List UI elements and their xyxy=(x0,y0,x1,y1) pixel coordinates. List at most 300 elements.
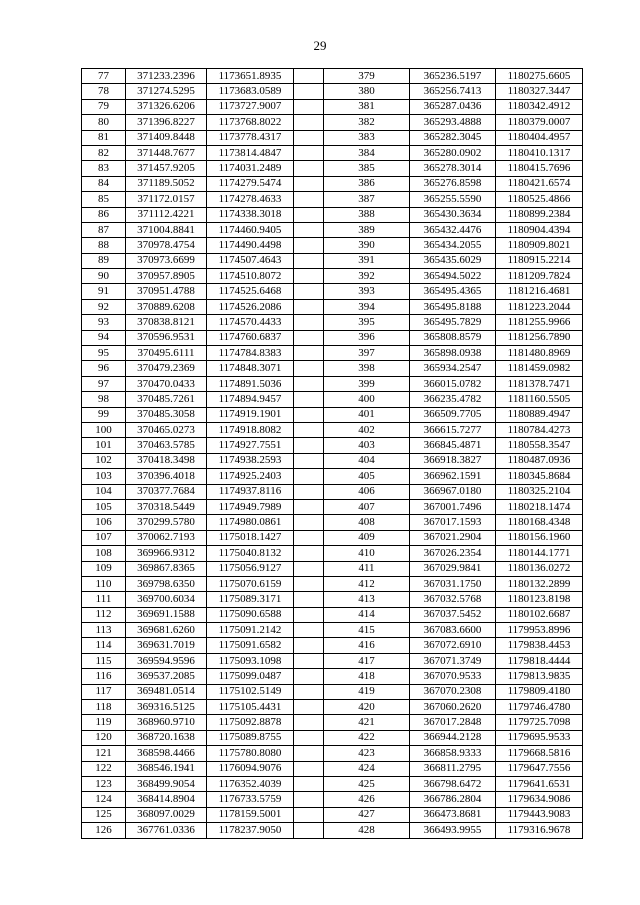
table-cell-y-coordinate: 1175780.8080 xyxy=(207,746,294,761)
table-cell-x-coordinate: 370957.8905 xyxy=(126,269,207,284)
table-cell-point-number: 387 xyxy=(324,192,410,207)
table-cell-blank-cell xyxy=(294,176,324,191)
table-cell-point-number: 426 xyxy=(324,792,410,807)
table-cell-point-number: 107 xyxy=(82,530,126,545)
table-cell-point-number: 114 xyxy=(82,638,126,653)
table-cell-x-coordinate: 369594.9596 xyxy=(126,653,207,668)
table-cell-point-number: 414 xyxy=(324,607,410,622)
table-cell-x-coordinate: 367031.1750 xyxy=(410,576,496,591)
table-cell-blank-cell xyxy=(294,576,324,591)
table-cell-x-coordinate: 371409.8448 xyxy=(126,130,207,145)
table-cell-blank-cell xyxy=(294,792,324,807)
table-row xyxy=(82,776,583,791)
table-cell-y-coordinate: 1175070.6159 xyxy=(207,576,294,591)
table-cell-y-coordinate: 1180342.4912 xyxy=(496,99,583,114)
table-cell-x-coordinate: 365495.7829 xyxy=(410,315,496,330)
table-row xyxy=(82,392,583,407)
table-row xyxy=(82,115,583,130)
table-cell-y-coordinate: 1181480.8969 xyxy=(496,346,583,361)
table-cell-x-coordinate: 367029.9841 xyxy=(410,561,496,576)
table-cell-blank-cell xyxy=(294,515,324,530)
table-cell-y-coordinate: 1180889.4947 xyxy=(496,407,583,422)
table-cell-point-number: 95 xyxy=(82,346,126,361)
table-cell-y-coordinate: 1180327.3447 xyxy=(496,84,583,99)
table-cell-y-coordinate: 1180168.4348 xyxy=(496,515,583,530)
table-cell-y-coordinate: 1175092.8878 xyxy=(207,715,294,730)
table-cell-y-coordinate: 1179838.4453 xyxy=(496,638,583,653)
table-cell-point-number: 380 xyxy=(324,84,410,99)
table-cell-point-number: 121 xyxy=(82,746,126,761)
table-cell-point-number: 416 xyxy=(324,638,410,653)
table-cell-blank-cell xyxy=(294,269,324,284)
table-cell-blank-cell xyxy=(294,499,324,514)
table-cell-y-coordinate: 1180102.6687 xyxy=(496,607,583,622)
table-cell-y-coordinate: 1175105.4431 xyxy=(207,700,294,715)
table-cell-point-number: 112 xyxy=(82,607,126,622)
table-row xyxy=(82,653,583,668)
table-cell-point-number: 427 xyxy=(324,807,410,822)
table-cell-blank-cell xyxy=(294,823,324,838)
table-cell-y-coordinate: 1181223.2044 xyxy=(496,299,583,314)
table-cell-point-number: 98 xyxy=(82,392,126,407)
table-cell-y-coordinate: 1181209.7824 xyxy=(496,269,583,284)
table-cell-y-coordinate: 1174338.3018 xyxy=(207,207,294,222)
table-cell-blank-cell xyxy=(294,623,324,638)
table-cell-x-coordinate: 370978.4754 xyxy=(126,238,207,253)
table-cell-y-coordinate: 1181160.5505 xyxy=(496,392,583,407)
table-cell-y-coordinate: 1174918.8082 xyxy=(207,422,294,437)
table-cell-x-coordinate: 365430.3634 xyxy=(410,207,496,222)
table-cell-point-number: 103 xyxy=(82,469,126,484)
table-cell-x-coordinate: 368720.1638 xyxy=(126,730,207,745)
table-row xyxy=(82,284,583,299)
table-row xyxy=(82,361,583,376)
table-cell-x-coordinate: 371396.8227 xyxy=(126,115,207,130)
table-cell-y-coordinate: 1174937.8116 xyxy=(207,484,294,499)
table-cell-blank-cell xyxy=(294,376,324,391)
table-cell-y-coordinate: 1174526.2086 xyxy=(207,299,294,314)
table-cell-y-coordinate: 1179316.9678 xyxy=(496,823,583,838)
table-cell-point-number: 393 xyxy=(324,284,410,299)
table-cell-x-coordinate: 369798.6350 xyxy=(126,576,207,591)
table-cell-point-number: 99 xyxy=(82,407,126,422)
table-cell-x-coordinate: 367021.2904 xyxy=(410,530,496,545)
table-cell-blank-cell xyxy=(294,484,324,499)
table-cell-point-number: 118 xyxy=(82,700,126,715)
table-cell-y-coordinate: 1173651.8935 xyxy=(207,69,294,84)
table-cell-y-coordinate: 1179668.5816 xyxy=(496,746,583,761)
table-row xyxy=(82,484,583,499)
table-cell-x-coordinate: 371326.6206 xyxy=(126,99,207,114)
table-cell-point-number: 415 xyxy=(324,623,410,638)
table-row xyxy=(82,84,583,99)
table-cell-x-coordinate: 365495.8188 xyxy=(410,299,496,314)
table-row xyxy=(82,730,583,745)
table-cell-y-coordinate: 1174919.1901 xyxy=(207,407,294,422)
table-cell-point-number: 87 xyxy=(82,222,126,237)
table-cell-y-coordinate: 1181216.4681 xyxy=(496,284,583,299)
table-cell-y-coordinate: 1181256.7890 xyxy=(496,330,583,345)
table-cell-y-coordinate: 1174949.7989 xyxy=(207,499,294,514)
table-cell-point-number: 390 xyxy=(324,238,410,253)
table-row xyxy=(82,700,583,715)
table-cell-y-coordinate: 1175090.6588 xyxy=(207,607,294,622)
table-cell-x-coordinate: 366858.9333 xyxy=(410,746,496,761)
table-cell-y-coordinate: 1176733.5759 xyxy=(207,792,294,807)
table-cell-x-coordinate: 365276.8598 xyxy=(410,176,496,191)
table-cell-point-number: 403 xyxy=(324,438,410,453)
table-cell-x-coordinate: 365808.8579 xyxy=(410,330,496,345)
table-cell-y-coordinate: 1180415.7696 xyxy=(496,161,583,176)
table-cell-x-coordinate: 366493.9955 xyxy=(410,823,496,838)
table-cell-point-number: 405 xyxy=(324,469,410,484)
table-cell-y-coordinate: 1180379.0007 xyxy=(496,115,583,130)
table-cell-point-number: 83 xyxy=(82,161,126,176)
table-cell-point-number: 101 xyxy=(82,438,126,453)
table-cell-y-coordinate: 1180909.8021 xyxy=(496,238,583,253)
table-cell-blank-cell xyxy=(294,422,324,437)
table-cell-x-coordinate: 371189.5052 xyxy=(126,176,207,191)
table-cell-blank-cell xyxy=(294,392,324,407)
table-cell-x-coordinate: 365494.5022 xyxy=(410,269,496,284)
table-cell-point-number: 391 xyxy=(324,253,410,268)
table-row xyxy=(82,315,583,330)
table-cell-point-number: 410 xyxy=(324,546,410,561)
table-cell-point-number: 84 xyxy=(82,176,126,191)
table-cell-y-coordinate: 1174784.8383 xyxy=(207,346,294,361)
table-row xyxy=(82,546,583,561)
table-cell-y-coordinate: 1180404.4957 xyxy=(496,130,583,145)
table-row xyxy=(82,207,583,222)
table-cell-y-coordinate: 1180558.3547 xyxy=(496,438,583,453)
table-row xyxy=(82,99,583,114)
page-number: 29 xyxy=(313,38,327,53)
table-cell-y-coordinate: 1180123.8198 xyxy=(496,592,583,607)
table-cell-x-coordinate: 370465.0273 xyxy=(126,422,207,437)
table-cell-y-coordinate: 1180525.4866 xyxy=(496,192,583,207)
table-cell-y-coordinate: 1180144.1771 xyxy=(496,546,583,561)
table-row xyxy=(82,592,583,607)
table-row xyxy=(82,684,583,699)
table-cell-point-number: 126 xyxy=(82,823,126,838)
table-cell-x-coordinate: 370889.6208 xyxy=(126,299,207,314)
table-cell-x-coordinate: 370838.8121 xyxy=(126,315,207,330)
table-cell-x-coordinate: 371172.0157 xyxy=(126,192,207,207)
table-cell-y-coordinate: 1176352.4039 xyxy=(207,776,294,791)
table-row xyxy=(82,176,583,191)
table-cell-blank-cell xyxy=(294,84,324,99)
table-row xyxy=(82,238,583,253)
table-cell-point-number: 420 xyxy=(324,700,410,715)
table-cell-point-number: 392 xyxy=(324,269,410,284)
table-cell-point-number: 124 xyxy=(82,792,126,807)
table-cell-y-coordinate: 1180410.1317 xyxy=(496,145,583,160)
table-cell-point-number: 81 xyxy=(82,130,126,145)
table-row xyxy=(82,469,583,484)
table-cell-x-coordinate: 370485.3058 xyxy=(126,407,207,422)
table-cell-blank-cell xyxy=(294,761,324,776)
table-cell-point-number: 115 xyxy=(82,653,126,668)
table-cell-point-number: 89 xyxy=(82,253,126,268)
table-row xyxy=(82,330,583,345)
table-cell-point-number: 119 xyxy=(82,715,126,730)
table-cell-y-coordinate: 1175091.2142 xyxy=(207,623,294,638)
table-cell-point-number: 105 xyxy=(82,499,126,514)
table-cell-x-coordinate: 366967.0180 xyxy=(410,484,496,499)
table-cell-x-coordinate: 369316.5125 xyxy=(126,700,207,715)
table-row xyxy=(82,761,583,776)
table-cell-y-coordinate: 1173727.9007 xyxy=(207,99,294,114)
table-cell-y-coordinate: 1178237.9050 xyxy=(207,823,294,838)
table-cell-blank-cell xyxy=(294,330,324,345)
table-cell-y-coordinate: 1180275.6605 xyxy=(496,69,583,84)
table-cell-point-number: 383 xyxy=(324,130,410,145)
table-cell-y-coordinate: 1174278.4633 xyxy=(207,192,294,207)
table-cell-y-coordinate: 1180915.2214 xyxy=(496,253,583,268)
table-cell-x-coordinate: 367017.1593 xyxy=(410,515,496,530)
table-cell-point-number: 398 xyxy=(324,361,410,376)
table-cell-point-number: 381 xyxy=(324,99,410,114)
table-cell-point-number: 384 xyxy=(324,145,410,160)
table-row xyxy=(82,530,583,545)
table-cell-y-coordinate: 1174927.7551 xyxy=(207,438,294,453)
table-cell-y-coordinate: 1181378.7471 xyxy=(496,376,583,391)
table-cell-x-coordinate: 366473.8681 xyxy=(410,807,496,822)
table-cell-x-coordinate: 367060.2620 xyxy=(410,700,496,715)
table-cell-point-number: 94 xyxy=(82,330,126,345)
table-cell-point-number: 421 xyxy=(324,715,410,730)
table-cell-y-coordinate: 1173683.0589 xyxy=(207,84,294,99)
table-cell-point-number: 418 xyxy=(324,669,410,684)
table-cell-blank-cell xyxy=(294,438,324,453)
table-row xyxy=(82,807,583,822)
table-cell-x-coordinate: 367026.2354 xyxy=(410,546,496,561)
table-cell-point-number: 385 xyxy=(324,161,410,176)
table-cell-blank-cell xyxy=(294,407,324,422)
table-cell-y-coordinate: 1175099.0487 xyxy=(207,669,294,684)
table-cell-blank-cell xyxy=(294,99,324,114)
table-cell-point-number: 96 xyxy=(82,361,126,376)
table-cell-y-coordinate: 1179809.4180 xyxy=(496,684,583,699)
table-cell-y-coordinate: 1175018.1427 xyxy=(207,530,294,545)
table-cell-point-number: 400 xyxy=(324,392,410,407)
table-row xyxy=(82,623,583,638)
table-cell-blank-cell xyxy=(294,222,324,237)
table-row xyxy=(82,669,583,684)
table-cell-x-coordinate: 366798.6472 xyxy=(410,776,496,791)
table-cell-point-number: 97 xyxy=(82,376,126,391)
table-cell-point-number: 389 xyxy=(324,222,410,237)
table-cell-point-number: 104 xyxy=(82,484,126,499)
table-cell-y-coordinate: 1180784.4273 xyxy=(496,422,583,437)
table-cell-blank-cell xyxy=(294,361,324,376)
table-cell-y-coordinate: 1174925.2403 xyxy=(207,469,294,484)
table-cell-x-coordinate: 366918.3827 xyxy=(410,453,496,468)
table-cell-x-coordinate: 365934.2547 xyxy=(410,361,496,376)
table-cell-blank-cell xyxy=(294,69,324,84)
table-cell-blank-cell xyxy=(294,145,324,160)
table-cell-x-coordinate: 370951.4788 xyxy=(126,284,207,299)
table-row xyxy=(82,823,583,838)
table-cell-x-coordinate: 369691.1588 xyxy=(126,607,207,622)
table-cell-x-coordinate: 366015.0782 xyxy=(410,376,496,391)
table-cell-x-coordinate: 366962.1591 xyxy=(410,469,496,484)
table-row xyxy=(82,269,583,284)
table-cell-point-number: 413 xyxy=(324,592,410,607)
table-cell-point-number: 82 xyxy=(82,145,126,160)
table-cell-point-number: 88 xyxy=(82,238,126,253)
table-cell-x-coordinate: 370318.5449 xyxy=(126,499,207,514)
table-cell-x-coordinate: 369681.6260 xyxy=(126,623,207,638)
table-cell-point-number: 388 xyxy=(324,207,410,222)
table-cell-x-coordinate: 368097.0029 xyxy=(126,807,207,822)
table-cell-point-number: 78 xyxy=(82,84,126,99)
table-cell-point-number: 423 xyxy=(324,746,410,761)
table-row xyxy=(82,422,583,437)
table-cell-y-coordinate: 1181255.9966 xyxy=(496,315,583,330)
table-cell-blank-cell xyxy=(294,653,324,668)
table-cell-blank-cell xyxy=(294,669,324,684)
table-cell-point-number: 402 xyxy=(324,422,410,437)
table-cell-blank-cell xyxy=(294,253,324,268)
table-cell-blank-cell xyxy=(294,807,324,822)
table-cell-x-coordinate: 370495.6111 xyxy=(126,346,207,361)
table-cell-point-number: 116 xyxy=(82,669,126,684)
table-cell-x-coordinate: 370973.6699 xyxy=(126,253,207,268)
table-cell-x-coordinate: 370485.7261 xyxy=(126,392,207,407)
table-cell-point-number: 411 xyxy=(324,561,410,576)
table-cell-blank-cell xyxy=(294,592,324,607)
table-cell-x-coordinate: 370470.0433 xyxy=(126,376,207,391)
table-cell-y-coordinate: 1179818.4444 xyxy=(496,653,583,668)
table-cell-y-coordinate: 1179634.9086 xyxy=(496,792,583,807)
table-cell-x-coordinate: 366845.4871 xyxy=(410,438,496,453)
table-cell-x-coordinate: 370062.7193 xyxy=(126,530,207,545)
table-cell-x-coordinate: 369867.8365 xyxy=(126,561,207,576)
table-row xyxy=(82,746,583,761)
table-cell-y-coordinate: 1174570.4433 xyxy=(207,315,294,330)
table-cell-x-coordinate: 369631.7019 xyxy=(126,638,207,653)
table-cell-x-coordinate: 366615.7277 xyxy=(410,422,496,437)
table-cell-x-coordinate: 365434.2055 xyxy=(410,238,496,253)
table-cell-x-coordinate: 365495.4365 xyxy=(410,284,496,299)
table-cell-y-coordinate: 1174460.9405 xyxy=(207,222,294,237)
table-cell-blank-cell xyxy=(294,684,324,699)
table-cell-blank-cell xyxy=(294,546,324,561)
table-cell-x-coordinate: 369537.2085 xyxy=(126,669,207,684)
table-cell-x-coordinate: 367071.3749 xyxy=(410,653,496,668)
table-row xyxy=(82,130,583,145)
coordinates-table xyxy=(81,68,583,839)
table-cell-y-coordinate: 1180899.2384 xyxy=(496,207,583,222)
table-cell-blank-cell xyxy=(294,607,324,622)
table-row xyxy=(82,792,583,807)
table-row xyxy=(82,253,583,268)
table-cell-x-coordinate: 371004.8841 xyxy=(126,222,207,237)
table-row xyxy=(82,299,583,314)
table-cell-y-coordinate: 1174510.8072 xyxy=(207,269,294,284)
table-cell-y-coordinate: 1175040.8132 xyxy=(207,546,294,561)
table-cell-y-coordinate: 1179647.7556 xyxy=(496,761,583,776)
table-cell-y-coordinate: 1174279.5474 xyxy=(207,176,294,191)
table-cell-x-coordinate: 365278.3014 xyxy=(410,161,496,176)
table-cell-point-number: 412 xyxy=(324,576,410,591)
table-row xyxy=(82,346,583,361)
table-cell-point-number: 111 xyxy=(82,592,126,607)
table-cell-y-coordinate: 1181459.0982 xyxy=(496,361,583,376)
table-cell-x-coordinate: 367017.2848 xyxy=(410,715,496,730)
table-row xyxy=(82,192,583,207)
table-cell-point-number: 102 xyxy=(82,453,126,468)
table-cell-y-coordinate: 1175089.3171 xyxy=(207,592,294,607)
table-cell-x-coordinate: 366509.7705 xyxy=(410,407,496,422)
table-cell-y-coordinate: 1174938.2593 xyxy=(207,453,294,468)
table-cell-x-coordinate: 367072.6910 xyxy=(410,638,496,653)
table-row xyxy=(82,161,583,176)
table-cell-x-coordinate: 365432.4476 xyxy=(410,222,496,237)
table-cell-blank-cell xyxy=(294,238,324,253)
table-cell-y-coordinate: 1174031.2489 xyxy=(207,161,294,176)
table-cell-x-coordinate: 368546.1941 xyxy=(126,761,207,776)
table-cell-x-coordinate: 367070.2308 xyxy=(410,684,496,699)
table-cell-x-coordinate: 370377.7684 xyxy=(126,484,207,499)
table-cell-x-coordinate: 366235.4782 xyxy=(410,392,496,407)
table-cell-x-coordinate: 369700.6034 xyxy=(126,592,207,607)
table-cell-blank-cell xyxy=(294,715,324,730)
table-cell-y-coordinate: 1179953.8996 xyxy=(496,623,583,638)
table-cell-blank-cell xyxy=(294,192,324,207)
table-cell-blank-cell xyxy=(294,469,324,484)
table-cell-point-number: 109 xyxy=(82,561,126,576)
table-cell-y-coordinate: 1180421.6574 xyxy=(496,176,583,191)
table-cell-blank-cell xyxy=(294,638,324,653)
table-cell-point-number: 113 xyxy=(82,623,126,638)
table-cell-point-number: 90 xyxy=(82,269,126,284)
table-cell-y-coordinate: 1174760.6837 xyxy=(207,330,294,345)
table-cell-x-coordinate: 370418.3498 xyxy=(126,453,207,468)
table-cell-y-coordinate: 1180904.4394 xyxy=(496,222,583,237)
table-cell-y-coordinate: 1176094.9076 xyxy=(207,761,294,776)
table-cell-point-number: 85 xyxy=(82,192,126,207)
table-cell-y-coordinate: 1173778.4317 xyxy=(207,130,294,145)
table-cell-x-coordinate: 369481.0514 xyxy=(126,684,207,699)
table-cell-y-coordinate: 1179641.6531 xyxy=(496,776,583,791)
table-cell-y-coordinate: 1180132.2899 xyxy=(496,576,583,591)
table-cell-point-number: 122 xyxy=(82,761,126,776)
table-cell-x-coordinate: 365287.0436 xyxy=(410,99,496,114)
table-cell-y-coordinate: 1179746.4780 xyxy=(496,700,583,715)
table-cell-x-coordinate: 367083.6600 xyxy=(410,623,496,638)
table-cell-point-number: 108 xyxy=(82,546,126,561)
table-cell-blank-cell xyxy=(294,453,324,468)
table-row xyxy=(82,638,583,653)
table-cell-point-number: 386 xyxy=(324,176,410,191)
table-row xyxy=(82,499,583,514)
table-row xyxy=(82,453,583,468)
table-cell-point-number: 80 xyxy=(82,115,126,130)
table-cell-point-number: 100 xyxy=(82,422,126,437)
table-cell-y-coordinate: 1180218.1474 xyxy=(496,499,583,514)
table-cell-y-coordinate: 1180325.2104 xyxy=(496,484,583,499)
table-cell-y-coordinate: 1180156.1960 xyxy=(496,530,583,545)
table-cell-y-coordinate: 1180345.8684 xyxy=(496,469,583,484)
table-cell-x-coordinate: 365898.0938 xyxy=(410,346,496,361)
table-cell-point-number: 394 xyxy=(324,299,410,314)
table-cell-x-coordinate: 368414.8904 xyxy=(126,792,207,807)
table-row xyxy=(82,515,583,530)
table-row xyxy=(82,69,583,84)
table-cell-y-coordinate: 1174980.0861 xyxy=(207,515,294,530)
